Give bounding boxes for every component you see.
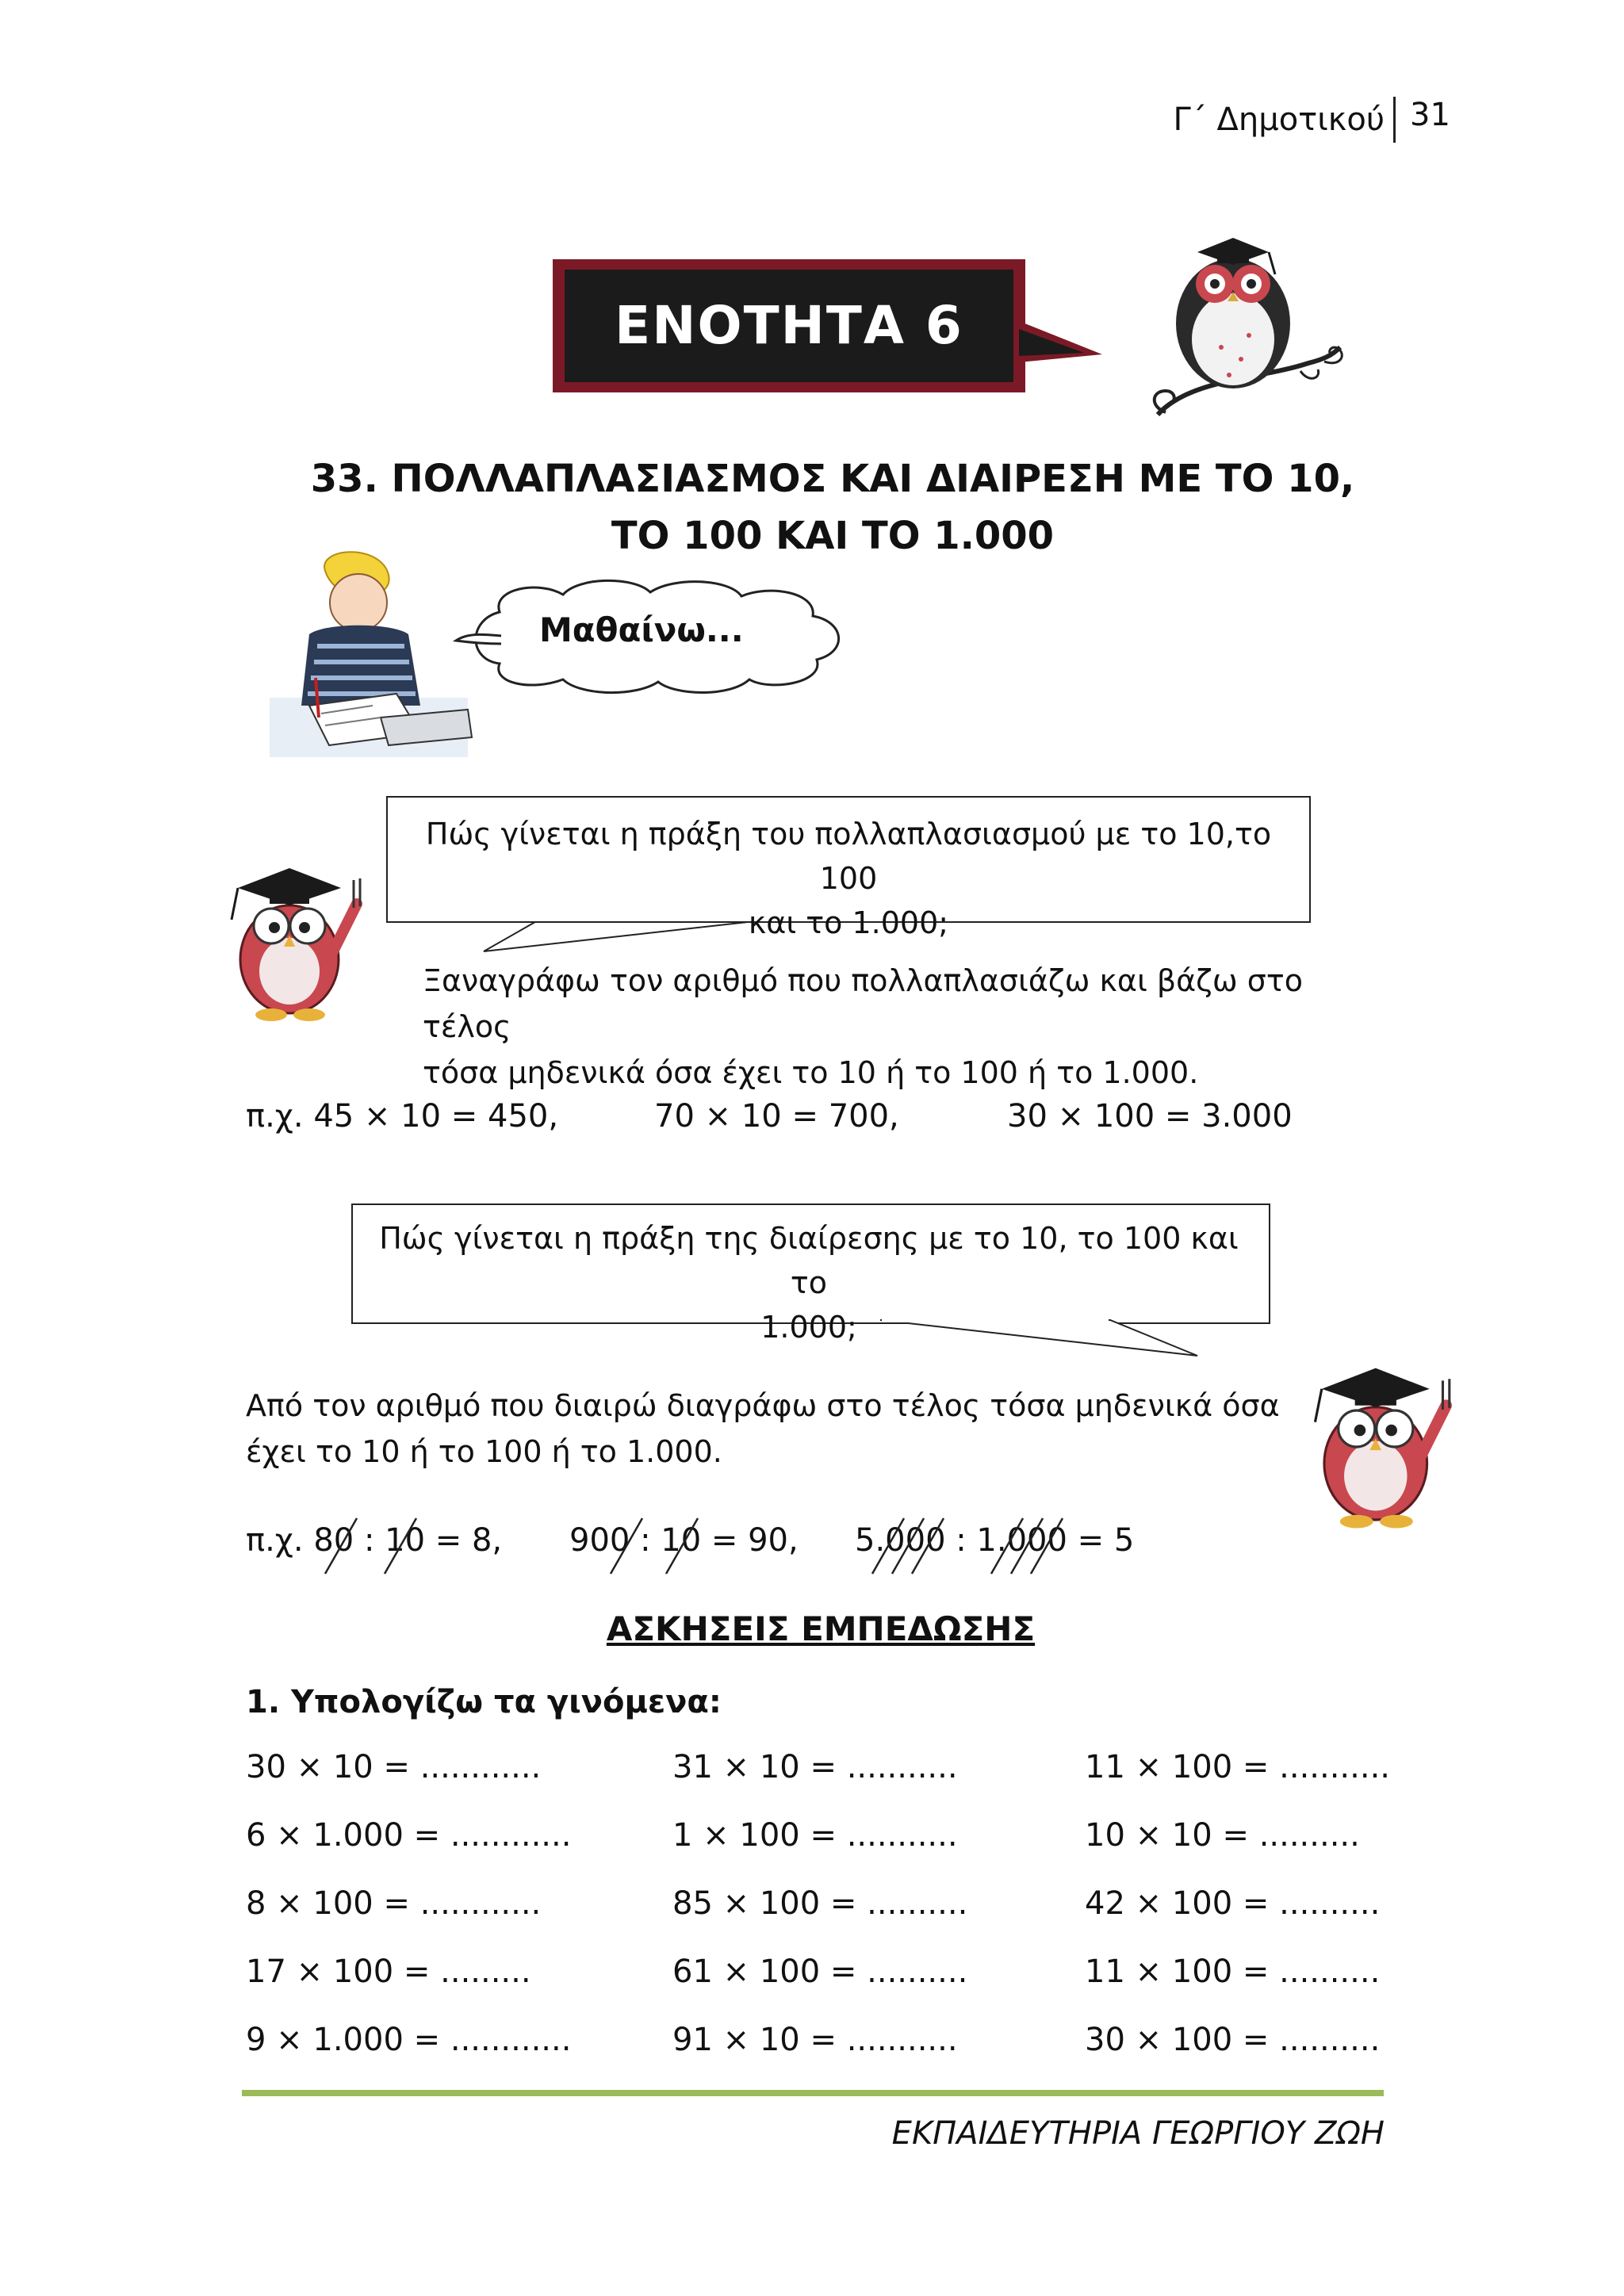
owl-teacher-right-icon (1293, 1356, 1467, 1538)
page-number: 31 (1410, 97, 1450, 133)
exercise-cell[interactable]: 10 × 10 = .......... (1085, 1817, 1360, 1854)
multiplication-question (396, 812, 1300, 945)
division-rule-line-1: Από τον αριθμό που διαιρώ διαγράφω στο τέλος τόσα μηδενικά όσα (246, 1388, 1280, 1423)
division-question-line-2: 1.000; (760, 1310, 857, 1345)
division-example-1: π.χ. 80 : 10 = 8, (246, 1522, 503, 1559)
exercise-cell[interactable]: 42 × 100 = .......... (1085, 1885, 1381, 1922)
owl-on-branch-icon (1142, 228, 1348, 427)
exercise-cell[interactable]: 17 × 100 = ......... (246, 1954, 531, 1990)
header-separator (1393, 97, 1396, 143)
grade-label: Γ΄ Δημοτικού (1173, 101, 1385, 138)
footer-author: ΕΚΠΑΙΔΕΥΤΗΡΙΑ ΓΕΩΡΓΙΟΥ ΖΩΗ (891, 2115, 1385, 2152)
unit-banner-label: ΕΝΟΤΗΤΑ 6 (615, 295, 963, 356)
multiplication-question-line-2: και το 1.000; (748, 905, 949, 940)
exercise-cell[interactable]: 11 × 100 = .......... (1085, 1954, 1381, 1990)
division-example-3: 5.000 : 1.000 = 5 (855, 1522, 1135, 1559)
multiplication-rule-line-2: τόσα μηδενικά όσα έχει το 10 ή το 100 ή το 1.000. (423, 1055, 1199, 1090)
lesson-title-line-2: ΤΟ 100 ΚΑΙ ΤΟ 1.000 (611, 514, 1055, 558)
division-example-2: 900 : 10 = 90, (569, 1522, 799, 1559)
division-question (361, 1216, 1257, 1349)
exercise-cell[interactable]: 1 × 100 = ........... (672, 1817, 958, 1854)
banner-pointer-icon (1019, 313, 1106, 369)
multiplication-example-2: 70 × 10 = 700, (654, 1098, 899, 1135)
zero-strike-marks (238, 1506, 1110, 1586)
exercise-cell[interactable]: 8 × 100 = ............ (246, 1885, 542, 1922)
exercise-cell[interactable]: 30 × 10 = ............ (246, 1749, 542, 1785)
multiplication-question-line-1: Πώς γίνεται η πράξη του πολλαπλασιασμού με το 10,το 100 (425, 817, 1272, 896)
multiplication-example-3: 30 × 100 = 3.000 (1007, 1098, 1293, 1135)
exercise-cell[interactable]: 31 × 10 = ........... (672, 1749, 958, 1785)
exercise-cell[interactable]: 9 × 1.000 = ............ (246, 2022, 572, 2058)
multiplication-rule-line-1: Ξαναγράφω τον αριθμό που πολλαπλασιάζω και βάζω στο τέλος (423, 963, 1303, 1044)
exercise-cell[interactable]: 61 × 100 = .......... (672, 1954, 968, 1990)
division-question-line-1: Πώς γίνεται η πράξη της διαίρεσης με το 10, το 100 και το (379, 1221, 1239, 1300)
exercise-cell[interactable]: 11 × 100 = ........... (1085, 1749, 1390, 1785)
division-rule-line-2: έχει το 10 ή το 100 ή το 1.000. (246, 1434, 722, 1469)
lesson-title-line-1: 33. ΠΟΛΛΑΠΛΑΣΙΑΣΜΟΣ ΚΑΙ ΔΙΑΙΡΕΣΗ ΜΕ ΤΟ 10, (310, 457, 1355, 501)
owl-teacher-left-icon (214, 856, 373, 1031)
division-rule (246, 1383, 1308, 1475)
footer-rule (242, 2090, 1384, 2096)
exercises-section-title: ΑΣΚΗΣΕΙΣ ΕΜΠΕΔΩΣΗΣ (606, 1609, 1036, 1648)
exercise-cell[interactable]: 30 × 100 = .......... (1085, 2022, 1381, 2058)
exercise-cell[interactable]: 85 × 100 = .......... (672, 1885, 968, 1922)
exercise-1-title: 1. Υπολογίζω τα γινόμενα: (246, 1684, 722, 1720)
thought-bubble-text: Μαθαίνω... (539, 610, 744, 649)
exercise-cell[interactable]: 91 × 10 = ........... (672, 2022, 958, 2058)
multiplication-example-1: π.χ. 45 × 10 = 450, (246, 1098, 559, 1135)
multiplication-rule (423, 958, 1398, 1096)
exercise-cell[interactable]: 6 × 1.000 = ............ (246, 1817, 572, 1854)
